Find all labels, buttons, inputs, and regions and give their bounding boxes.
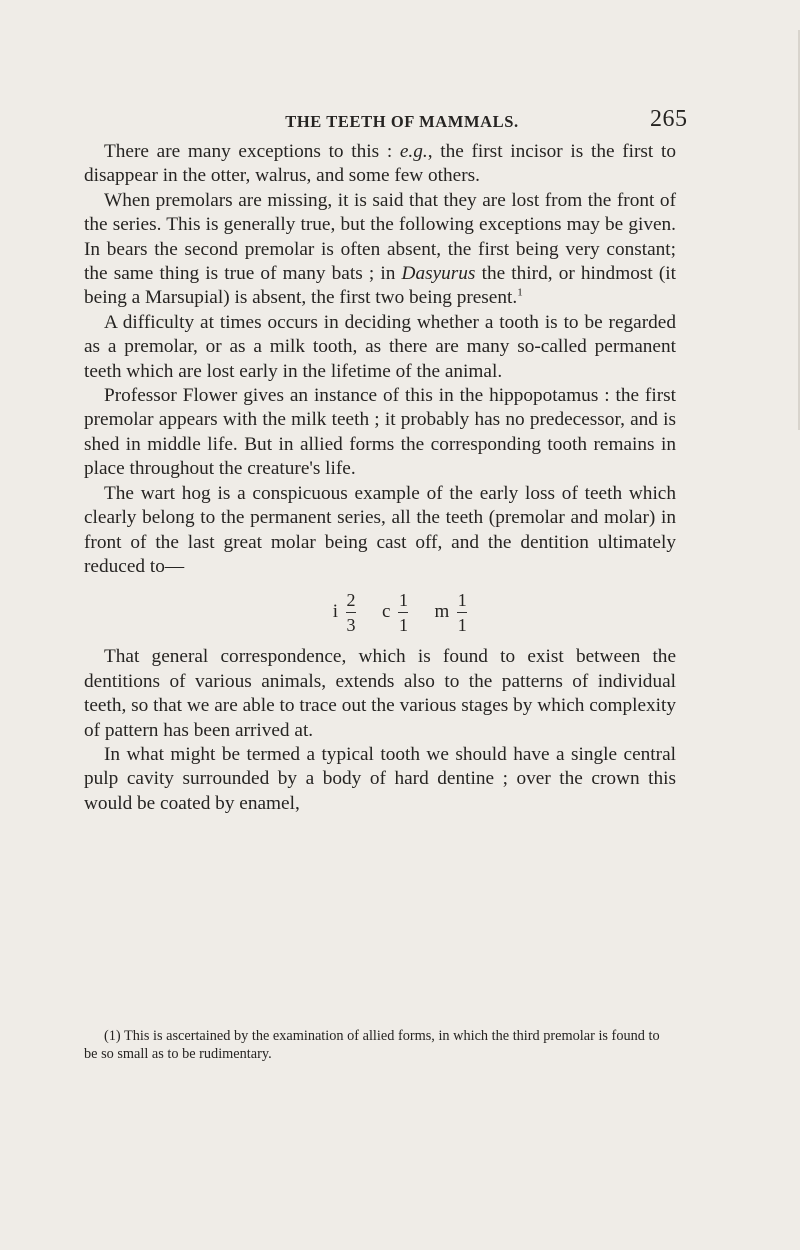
paragraph-premolars: When premolars are missing, it is said that they are lost from the front of the series. This is generally true, but the following exceptions may be given. In bears the second premolar is often absent, the first being very constant; the same thing is true of many bats ; in Dasyurus the third, or hindmost (it being a Marsupial) is absent, the first two being present.$^1$: [84, 189, 676, 309]
footnote: [84, 1027, 676, 1063]
paragraph-flower: Professor Flower gives an instance of this in the hippopotamus : the first premolar appears with the milk teeth ; it probably has no predecessor, and is shed in middle life. But in allied forms the corresponding tooth remains in place throughout the creature's life.: [84, 385, 676, 480]
footnote-text: This is ascertained by the examination of allied forms, in which the third premolar is found to be so small as to be rudimentary.: [84, 1028, 660, 1062]
abbreviation-eg: e.g.: [399, 141, 428, 162]
formula-incisors: [333, 589, 356, 636]
formula-letter: m: [434, 601, 450, 623]
formula-letter: i: [332, 601, 339, 623]
formula-upper: 1: [398, 589, 408, 610]
formula-bar: [398, 612, 408, 613]
paragraph-difficulty: A difficulty at times occurs in deciding whether a tooth is to be regarded as a premolar, or as a milk tooth, as there are many so-called permanent teeth which are lost early in the lifetime of the animal.: [84, 311, 676, 382]
running-title: THE TEETH OF MAMMALS.: [285, 112, 519, 131]
formula-letter: c: [382, 601, 391, 623]
formula-lower: 1: [398, 614, 408, 635]
genus-name: Dasyurus: [401, 263, 476, 285]
paragraph-wart-hog: The wart hog is a conspicuous example of the early loss of teeth which clearly belong to the permanent series, all the teeth (premolar and molar) in front of the last great molar being cast off, and the dentition ultimately reduced to—: [84, 482, 676, 577]
paragraph-correspondence: That general correspondence, which is found to exist between the dentitions of various animals, extends also to the patterns of individual teeth, so that we are able to trace out the various stages by which complexity of pattern has been arrived at.: [84, 646, 676, 741]
dental-formula: [124, 583, 676, 641]
body-text: [84, 140, 676, 816]
formula-canines: [382, 589, 408, 636]
footnote-reference: 1: [517, 287, 523, 300]
paragraph-exceptions: There are many exceptions to this : e.g., the first incisor is the first to disappear in the otter, walrus, and some few others.: [84, 141, 676, 187]
formula-lower: 1: [457, 614, 467, 635]
footnote-marker: (1): [104, 1028, 121, 1044]
paragraph-typical-tooth: In what might be termed a typical tooth we should have a single central pulp cavity surrounded by a body of hard dentine ; over the crown this would be coated by enamel,: [84, 743, 676, 814]
formula-upper: 1: [457, 589, 467, 610]
formula-upper: 2: [346, 589, 356, 610]
formula-bar: [346, 612, 356, 613]
page-number: 265: [650, 106, 688, 132]
formula-molars: [434, 589, 467, 636]
formula-bar: [457, 612, 467, 613]
formula-lower: 3: [346, 614, 356, 635]
